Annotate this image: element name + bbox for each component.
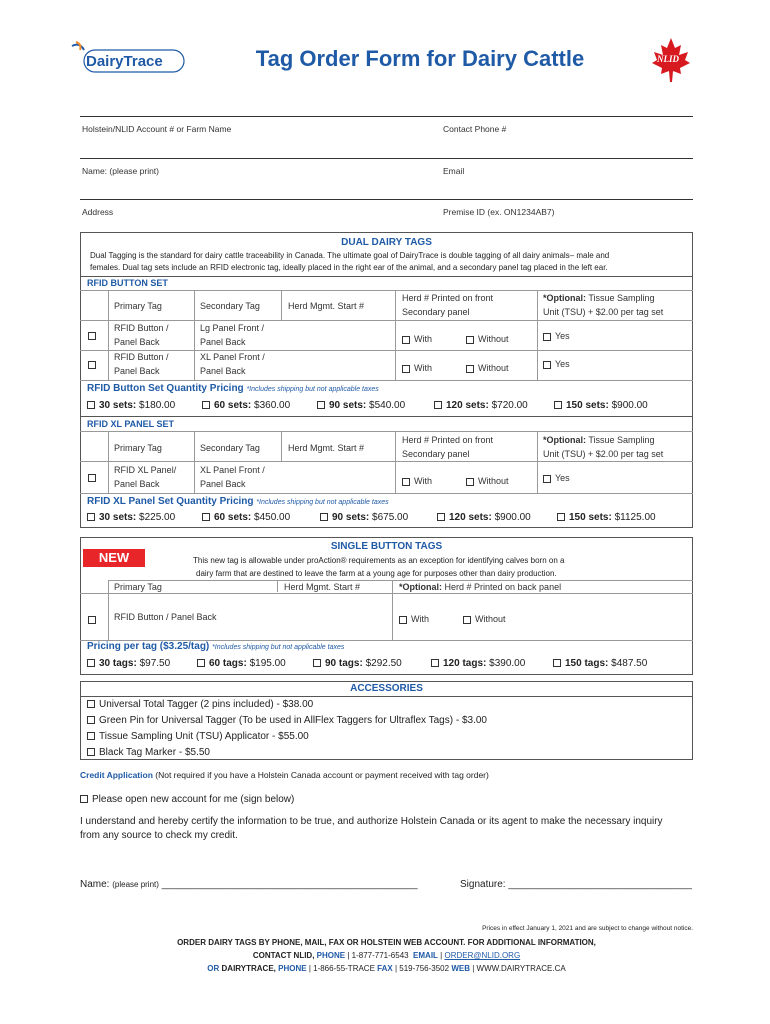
xl-option-60[interactable]	[202, 512, 290, 523]
xl-pricing-note: *Includes shipping but not applicable taxes	[256, 499, 389, 506]
col-secondary-tag: Secondary Tag	[200, 301, 260, 311]
divider	[80, 416, 693, 417]
optional-label: *Optional:	[399, 582, 442, 592]
col-printed	[402, 291, 493, 319]
xl-row-secondary-line1: XL Panel Front /	[200, 465, 265, 475]
form-title: Tag Order Form for Dairy Cattle	[255, 46, 585, 71]
optional-text-line2: Unit (TSU) + $2.00 per tag set	[543, 307, 664, 317]
with-label: With	[414, 476, 432, 486]
divider	[108, 431, 109, 493]
rfid-pricing-heading: RFID Button Set Quantity Pricing	[87, 383, 244, 394]
single-desc-line1: This new tag is allowable under proAction® requirements as an exception for identifying calves born on a	[193, 556, 565, 565]
option-qty: 90 tags:	[325, 658, 363, 669]
accessory-label: Universal Total Tagger (2 pins included) - $38.00	[99, 699, 314, 710]
divider	[80, 461, 693, 462]
xl-pricing-title	[87, 496, 389, 507]
phone-label: PHONE	[278, 964, 307, 973]
xl-col-primary: Primary Tag	[114, 443, 162, 453]
rfid-pricing-note: *Includes shipping but not applicable taxes	[246, 386, 379, 393]
option-qty: 90 sets:	[329, 400, 367, 411]
optional-label: *Optional:	[543, 435, 586, 445]
yes-label: Yes	[555, 359, 570, 369]
divider	[537, 431, 538, 493]
phone-field[interactable]: Contact Phone #	[443, 124, 507, 134]
divider	[80, 696, 693, 697]
signature-name-field[interactable]	[80, 879, 418, 890]
xl-option-30[interactable]	[87, 512, 175, 523]
nlid-logo	[650, 36, 692, 84]
row2-checkbox[interactable]	[88, 357, 100, 371]
optional-text: Herd # Printed on back panel	[442, 582, 562, 592]
single-option-90[interactable]	[313, 658, 402, 669]
name-field[interactable]: Name: (please print)	[82, 166, 160, 176]
option-price: $720.00	[491, 400, 528, 411]
option-qty: 120 tags:	[443, 658, 487, 669]
divider	[281, 431, 282, 461]
nlid-phone: | 1-877-771-6543	[347, 951, 409, 960]
without-label: Without	[478, 363, 509, 373]
divider	[395, 431, 396, 493]
dual-tags-heading: DUAL DAIRY TAGS	[341, 237, 432, 248]
xl-option-90[interactable]	[320, 512, 408, 523]
divider	[281, 290, 282, 320]
nlid-logo-text: NLID	[657, 54, 679, 64]
option-price: $225.00	[139, 512, 176, 523]
option-price: $900.00	[494, 512, 531, 523]
col-printed-line1: Herd # Printed on front	[402, 293, 494, 303]
credit-note: (Not required if you have a Holstein Canada account or payment received with tag order)	[155, 770, 489, 780]
rfid-option-150[interactable]	[554, 400, 648, 411]
divider	[80, 593, 693, 594]
rfid-pricing-title	[87, 383, 379, 394]
xl-set-label: RFID XL PANEL SET	[87, 419, 175, 429]
single-row-checkbox[interactable]	[88, 612, 100, 626]
open-account-checkbox[interactable]	[80, 794, 294, 805]
contact-dairytrace: DAIRYTRACE,	[221, 964, 276, 973]
row2-secondary	[200, 350, 265, 378]
option-qty: 90 sets:	[332, 512, 370, 523]
certify-line1: I understand and hereby certify the information to be true, and authorize Holstein Canada or its agent to make the necessary inquiry	[80, 816, 663, 827]
fax-label: FAX	[377, 964, 393, 973]
row1-checkbox[interactable]	[88, 328, 100, 342]
xl-row-secondary	[200, 463, 265, 491]
option-price: $97.50	[139, 658, 171, 669]
name-blank: ______________________________________________	[161, 879, 418, 890]
xl-option-150[interactable]	[557, 512, 656, 523]
col-primary-tag: Primary Tag	[114, 301, 162, 311]
option-price: $195.00	[249, 658, 286, 669]
accessory-label: Black Tag Marker - $5.50	[99, 747, 210, 758]
col-printed-line2: Secondary panel	[402, 307, 470, 317]
signature-label: Signature:	[460, 879, 506, 890]
row2-tsu-yes[interactable]	[543, 357, 570, 371]
accessory-item[interactable]	[87, 731, 309, 742]
single-option-60[interactable]	[197, 658, 286, 669]
dairytrace-fax: | 519-756-3502	[394, 964, 450, 973]
divider	[80, 320, 693, 321]
divider	[80, 276, 693, 277]
option-qty: 120 sets:	[449, 512, 492, 523]
dairytrace-logo	[70, 40, 200, 80]
dairytrace-logo-text: DairyTrace	[86, 53, 163, 70]
row2-secondary-line2: Panel Back	[200, 366, 246, 376]
with-label: With	[414, 334, 432, 344]
or-label: OR	[207, 964, 220, 973]
divider	[80, 350, 693, 351]
row2-without-option[interactable]	[466, 361, 509, 375]
xl-col-printed-line2: Secondary panel	[402, 449, 470, 459]
credit-application	[80, 770, 489, 780]
rfid-option-30[interactable]	[87, 400, 175, 411]
option-price: $1125.00	[614, 512, 656, 523]
option-price: $390.00	[489, 658, 526, 669]
option-price: $675.00	[372, 512, 409, 523]
rfid-set-label: RFID BUTTON SET	[87, 278, 168, 288]
row1-with-option[interactable]	[402, 332, 432, 346]
certify-line2: from any source to check my credit.	[80, 830, 238, 841]
option-qty: 60 sets:	[214, 512, 252, 523]
accessory-item[interactable]	[87, 699, 313, 710]
row1-primary-line2: Panel Back	[114, 337, 160, 347]
option-qty: 150 sets:	[569, 512, 612, 523]
accessory-item[interactable]	[87, 715, 487, 726]
xl-without-option[interactable]	[466, 474, 509, 488]
dairytrace-phone: | 1-866-55-TRACE	[308, 964, 375, 973]
option-price: $900.00	[611, 400, 648, 411]
email-label: EMAIL	[413, 951, 438, 960]
name-label: Name:	[80, 879, 110, 890]
email-field[interactable]: Email	[443, 166, 465, 176]
option-price: $292.50	[365, 658, 402, 669]
divider	[395, 290, 396, 380]
row1-secondary-line1: Lg Panel Front /	[200, 323, 265, 333]
single-pricing-title	[87, 641, 344, 652]
row2-primary-line2: Panel Back	[114, 366, 160, 376]
without-label: Without	[478, 334, 509, 344]
single-option-150[interactable]	[553, 658, 647, 669]
without-label: Without	[478, 476, 509, 486]
divider	[80, 431, 693, 432]
row2-secondary-line1: XL Panel Front /	[200, 352, 265, 362]
name-hint: (please print)	[112, 880, 159, 889]
option-price: $450.00	[254, 512, 291, 523]
row2-primary-line1: RFID Button /	[114, 352, 169, 362]
option-qty: 30 sets:	[99, 400, 137, 411]
contact-nlid: CONTACT NLID,	[252, 951, 315, 960]
option-qty: 30 tags:	[99, 658, 137, 669]
xl-row-primary-line1: RFID XL Panel/	[114, 465, 177, 475]
divider	[80, 493, 693, 494]
divider	[537, 290, 538, 380]
accessory-item[interactable]	[87, 747, 210, 758]
single-option-120[interactable]	[431, 658, 525, 669]
xl-row-primary	[114, 463, 176, 491]
footer-line2: CONTACT NLID, PHONE | 1-877-771-6543 EMAIL | ORDER@NLID.ORG	[252, 951, 521, 960]
credit-title: Credit Application	[80, 770, 153, 780]
accessories-heading: ACCESSORIES	[350, 683, 423, 694]
row1-tsu-yes[interactable]	[543, 329, 570, 343]
option-qty: 150 tags:	[565, 658, 609, 669]
nlid-email-link[interactable]: ORDER@NLID.ORG	[444, 951, 521, 960]
account-field[interactable]: Holstein/NLID Account # or Farm Name	[82, 124, 232, 134]
divider	[80, 380, 693, 381]
divider	[108, 580, 109, 640]
row1-primary-line1: RFID Button /	[114, 323, 169, 333]
single-pricing-heading: Pricing per tag ($3.25/tag)	[87, 641, 210, 652]
rfid-option-60[interactable]	[202, 400, 290, 411]
xl-row-primary-line2: Panel Back	[114, 479, 160, 489]
option-qty: 120 sets:	[446, 400, 489, 411]
dual-desc-line2: females. Dual tag sets include an RFID electronic tag, ideally placed in the right ear of the animal, and a secondary panel tag placed in the left ear.	[90, 263, 608, 272]
dual-desc-line1: Dual Tagging is the standard for dairy cattle traceability in Canada. The ultimate goal of DairyTrace is double tagging of all dairy animals– male and	[90, 251, 610, 260]
single-col-herd: Herd Mgmt. Start #	[284, 582, 361, 592]
divider	[194, 290, 195, 380]
xl-col-printed-line1: Herd # Printed on front	[402, 435, 494, 445]
row2-with-option[interactable]	[402, 361, 432, 375]
xl-pricing-heading: RFID XL Panel Set Quantity Pricing	[87, 496, 254, 507]
row2-primary	[114, 350, 169, 378]
rfid-option-120[interactable]	[434, 400, 528, 411]
option-qty: 60 tags:	[209, 658, 247, 669]
accessory-label: Green Pin for Universal Tagger (To be used in AllFlex Taggers for Ultraflex Tags) - $3.00	[99, 715, 487, 726]
optional-text: Tissue Sampling	[586, 293, 655, 303]
option-qty: 60 sets:	[214, 400, 252, 411]
single-option-30[interactable]	[87, 658, 170, 669]
xl-col-optional	[543, 433, 663, 461]
single-pricing-note: *Includes shipping but not applicable taxes	[212, 644, 345, 651]
col-herd-start: Herd Mgmt. Start #	[288, 301, 365, 311]
xl-row-secondary-line2: Panel Back	[200, 479, 246, 489]
yes-label: Yes	[555, 473, 570, 483]
divider	[194, 431, 195, 493]
rfid-option-90[interactable]	[317, 400, 405, 411]
option-price: $540.00	[369, 400, 406, 411]
accessory-label: Tissue Sampling Unit (TSU) Applicator - $55.00	[99, 731, 309, 742]
divider	[80, 116, 693, 117]
xl-row-checkbox[interactable]	[88, 470, 100, 484]
xl-col-printed	[402, 433, 493, 461]
xl-with-option[interactable]	[402, 474, 432, 488]
yes-label: Yes	[555, 331, 570, 341]
divider	[392, 580, 393, 640]
single-with-option[interactable]	[399, 612, 429, 626]
divider	[80, 158, 693, 159]
row1-primary	[114, 321, 169, 349]
signature-field[interactable]	[460, 879, 692, 890]
single-without-option[interactable]	[463, 612, 506, 626]
web-label: WEB	[451, 964, 470, 973]
with-label: With	[411, 614, 429, 624]
footer-line1: ORDER DAIRY TAGS BY PHONE, MAIL, FAX OR HOLSTEIN WEB ACCOUNT. FOR ADDITIONAL INFORMATION,	[177, 938, 596, 947]
single-desc-line2: dairy farm that are destined to leave the farm at a young age for purposes other than dairy production.	[196, 569, 557, 578]
optional-text-line2: Unit (TSU) + $2.00 per tag set	[543, 449, 664, 459]
option-qty: 30 sets:	[99, 512, 137, 523]
divider	[80, 199, 693, 200]
row1-secondary-line2: Panel Back	[200, 337, 246, 347]
single-tags-heading: SINGLE BUTTON TAGS	[330, 541, 443, 552]
address-field[interactable]: Address	[82, 207, 114, 217]
dairytrace-web-link[interactable]: | WWW.DAIRYTRACE.CA	[472, 964, 566, 973]
with-label: With	[414, 363, 432, 373]
row1-secondary	[200, 321, 264, 349]
footer-line3	[80, 964, 693, 973]
phone-label: PHONE	[316, 951, 346, 960]
premise-field[interactable]: Premise ID (ex. ON1234AB7)	[443, 207, 555, 217]
prices-note: Prices in effect January 1, 2021 and are subject to change without notice.	[482, 925, 693, 932]
without-label: Without	[475, 614, 506, 624]
option-price: $360.00	[254, 400, 291, 411]
divider	[277, 580, 278, 592]
new-badge: NEW	[83, 549, 145, 567]
single-row-primary: RFID Button / Panel Back	[114, 612, 217, 622]
optional-text: Tissue Sampling	[586, 435, 655, 445]
single-col-primary: Primary Tag	[114, 582, 162, 592]
xl-tsu-yes[interactable]	[543, 471, 570, 485]
xl-col-secondary: Secondary Tag	[200, 443, 260, 453]
xl-col-herd: Herd Mgmt. Start #	[288, 443, 365, 453]
option-price: $180.00	[139, 400, 176, 411]
option-price: $487.50	[611, 658, 648, 669]
row1-without-option[interactable]	[466, 332, 509, 346]
divider	[108, 290, 109, 380]
optional-label: *Optional:	[543, 293, 586, 303]
open-account-label: Please open new account for me (sign below)	[92, 794, 295, 805]
single-col-optional	[399, 580, 561, 594]
xl-option-120[interactable]	[437, 512, 531, 523]
option-qty: 150 sets:	[566, 400, 609, 411]
col-optional	[543, 291, 663, 319]
signature-blank: _________________________________	[508, 879, 692, 890]
